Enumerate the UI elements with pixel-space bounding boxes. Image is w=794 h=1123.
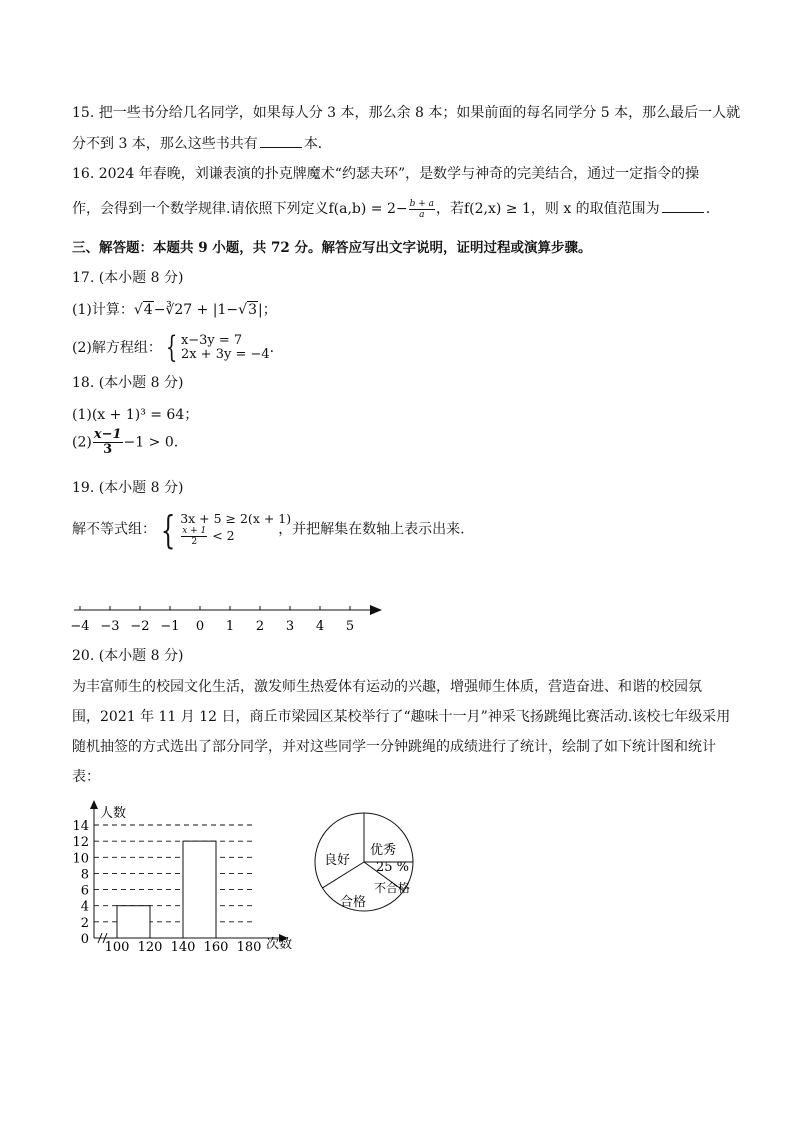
x-tick-label: 120	[137, 940, 163, 955]
q17-p1-end: |；	[257, 302, 277, 318]
q16-line2	[72, 198, 710, 220]
pie-label-good: 良好	[324, 853, 351, 868]
sqrt-sign: √	[238, 302, 248, 318]
q16-line2-end: .	[705, 201, 711, 217]
q19-body	[72, 507, 465, 552]
y-tick-label: 12	[72, 835, 89, 851]
number-line-arrow	[370, 605, 382, 615]
q19-fraction	[181, 526, 207, 547]
q17-sqrt4: 4	[143, 302, 153, 318]
q15-line2-text: 分不到 3 本，那么这些书共有	[72, 136, 258, 152]
number-line-label: 3	[285, 619, 295, 634]
q20-line2: 围，2021 年 11 月 12 日，商丘市梁园区某校举行了“趣味十一月”神采飞扬跳绳比赛活动.该校七年级采用	[72, 709, 731, 725]
y-tick-label: 14	[72, 819, 89, 834]
histogram-chart	[60, 798, 310, 956]
q20-line4: 表：	[72, 769, 100, 785]
q18-part1: (1)(x + 1)³ = 64；	[72, 407, 199, 423]
q18-part2	[72, 428, 178, 457]
left-brace: {	[160, 507, 176, 552]
left-brace: {	[165, 330, 178, 365]
sqrt-sign: √	[133, 302, 143, 318]
q19-eq1: 3x + 5 ≥ 2(x + 1)	[180, 511, 292, 526]
q17-title: 17. (本小题 8 分)	[72, 270, 184, 286]
answer-blank[interactable]	[260, 133, 302, 148]
number-line	[70, 598, 390, 636]
q17-p2-prefix: (2)解方程组：	[72, 340, 162, 356]
histogram-bar	[117, 906, 150, 938]
answer-blank[interactable]	[662, 198, 704, 213]
x-tick-label: 160	[203, 940, 229, 955]
q19-prefix: 解不等式组：	[72, 521, 156, 538]
pie-label-excellent-percent: 25 %	[376, 860, 410, 875]
q17-p1-mid: −∛27 + |1−	[153, 302, 239, 318]
q15-line2	[72, 133, 332, 154]
q16-line2-text: 作，会得到一个数学规律.请依照下列定义f(a,b) = 2−	[72, 201, 408, 217]
pie-label-excellent: 优秀	[370, 843, 397, 858]
q18-fraction	[93, 428, 123, 457]
y-tick-label: 4	[80, 899, 89, 915]
y-tick-label: 10	[72, 851, 89, 867]
equation-system	[181, 334, 270, 362]
q18-frac-num: x−1	[93, 427, 122, 442]
y-axis-label: 人数	[100, 806, 127, 821]
q15-line1: 15. 把一些书分给几名同学，如果每人分 3 本，那么余 8 本；如果前面的每名同学分 5 本，那么最后一人就	[72, 105, 741, 121]
number-line-label: −1	[160, 619, 180, 634]
q18-p2-prefix: (2)	[72, 434, 92, 451]
x-tick-label: 140	[170, 940, 196, 955]
q18-title: 18. (本小题 8 分)	[72, 375, 184, 391]
q19-title: 19. (本小题 8 分)	[72, 480, 184, 496]
number-line-label: 5	[345, 619, 355, 634]
q18-frac-den: 3	[103, 442, 113, 457]
q17-eq2: 2x + 3y = −4	[180, 347, 270, 362]
q17-p1-prefix: (1)计算：	[72, 302, 134, 318]
q20-line1: 为丰富师生的校园文化生活，激发师生热爱体有运动的兴趣，增强师生体质，营造奋进、和谐的校园氛	[72, 679, 702, 695]
q20-title: 20. (本小题 8 分)	[72, 648, 184, 664]
q20-line3: 随机抽签的方式选出了部分同学，并对这些同学一分钟跳绳的成绩进行了统计，绘制了如下统计图和统计	[72, 739, 716, 755]
q16-fraction	[409, 199, 435, 220]
y-tick-label: 2	[80, 915, 89, 931]
inequality-system	[180, 511, 292, 547]
q17-sqrt3: 3	[248, 302, 257, 318]
histogram-bar	[183, 841, 216, 938]
q18-p2-suffix: −1 > 0.	[123, 434, 179, 451]
section-heading: 三、解答题：本题共 9 小题，共 72 分。解答应写出文字说明，证明过程或演算步骤。	[72, 240, 592, 256]
number-line-label: 0	[195, 619, 205, 634]
q17-eq1: x−3y = 7	[180, 333, 243, 348]
q17-part2	[72, 330, 275, 365]
q16-line2-cond: ，若f(2,x) ≥ 1，则 x 的取值范围为	[435, 201, 660, 217]
q19-frac-num: x + 1	[182, 526, 207, 536]
q17-p2-end: .	[269, 340, 275, 356]
q19-eq2	[180, 526, 278, 547]
number-line-label: 2	[255, 619, 265, 634]
q19-frac-den: 2	[191, 537, 198, 547]
q16-line1: 16. 2024 年春晚，刘谦表演的扑克牌魔术“约瑟夫环”，是数学与神奇的完美结合，通过一定指令的操	[72, 166, 700, 182]
number-line-label: −3	[100, 619, 120, 634]
q19-suffix: ，并把解集在数轴上表示出来.	[278, 521, 465, 538]
q15-line2-end: 本．	[303, 136, 332, 152]
number-line-label: −4	[70, 619, 90, 634]
number-line-label: −2	[130, 619, 150, 634]
x-tick-label: 180	[236, 940, 262, 955]
q17-part1	[72, 300, 277, 320]
y-tick-label: 8	[80, 867, 89, 883]
q16-frac-num: b + a	[409, 198, 434, 209]
y-axis-arrow	[90, 800, 98, 809]
x-axis-label: 次数	[266, 937, 293, 952]
y-tick-label: 0	[80, 932, 89, 947]
q16-frac-den: a	[419, 209, 425, 220]
pie-label-pass: 合格	[340, 895, 367, 910]
number-line-label: 4	[315, 619, 325, 634]
pie-chart	[300, 798, 440, 948]
x-tick-label: 100	[104, 940, 130, 955]
y-tick-label: 6	[80, 883, 89, 899]
number-line-label: 1	[225, 619, 235, 634]
pie-label-fail: 不合格	[374, 881, 411, 895]
q19-eq2-rest: < 2	[208, 528, 235, 543]
